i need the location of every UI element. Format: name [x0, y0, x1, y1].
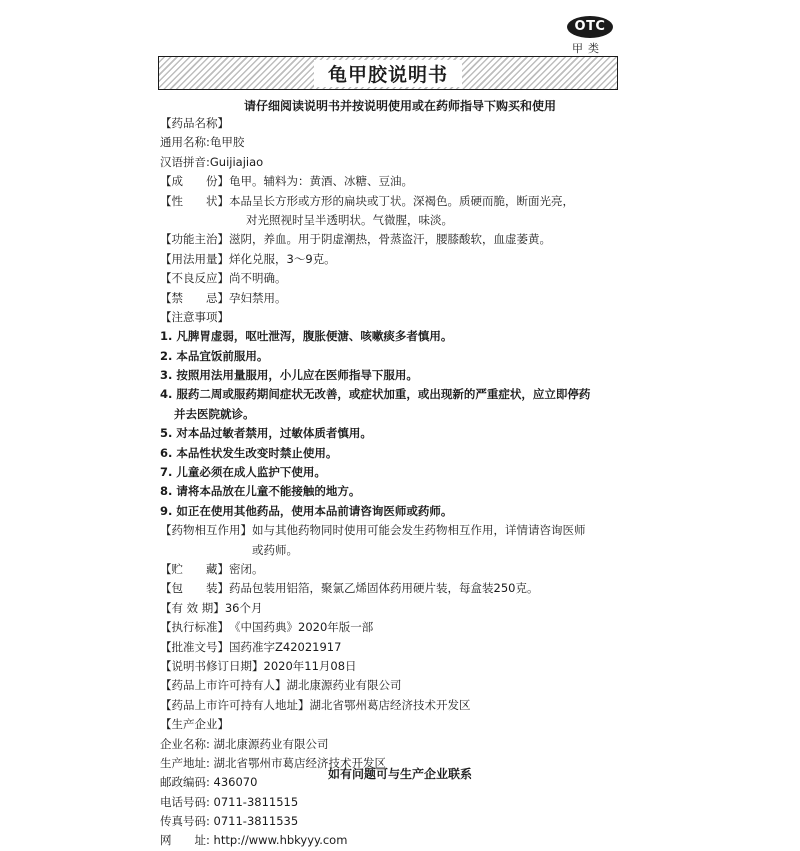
revision-date-row: 【说明书修订日期】2020年11月08日: [160, 658, 357, 673]
manufacturer-row: 传真号码: 0711-3811535: [160, 814, 299, 829]
manufacturer-row: 网 址: http://www.hbkyyy.com: [160, 833, 348, 848]
adverse-reactions-row: 【不良反应】尚不明确。: [160, 271, 287, 286]
precaution-item: 9. 如正在使用其他药品，使用本品前请咨询医师或药师。: [160, 503, 453, 518]
manufacturer-heading: 【生产企业】: [160, 717, 229, 732]
mah-row: 【药品上市许可持有人】湖北康源药业有限公司: [160, 678, 402, 693]
precaution-item: 4. 服药二周或服药期间症状无改善，或症状加重，或出现新的严重症状，应立即停药: [160, 387, 591, 402]
manufacturer-row: 电话号码: 0711-3811515: [160, 794, 299, 809]
approval-number-row: 【批准文号】国药准字Z42021917: [160, 639, 342, 654]
generic-name-row: 通用名称:龟甲胶: [160, 135, 245, 150]
drug-name-heading: 【药品名称】: [160, 116, 229, 130]
otc-category-label: 甲类: [572, 42, 604, 55]
document-title: 龟甲胶说明书: [314, 60, 462, 87]
otc-badge: OTC: [567, 16, 613, 38]
storage-row: 【贮 藏】密闭。: [160, 561, 264, 576]
packaging-row: 【包 装】药品包装用铝箔，聚氯乙烯固体药用硬片装，每盒装250克。: [160, 581, 539, 596]
properties-row: 【性 状】本品呈长方形或方形的扁块或丁状。深褐色。质硬而脆，断面光亮，: [160, 193, 574, 208]
precaution-item: 8. 请将本品放在儿童不能接触的地方。: [160, 484, 361, 499]
dosage-row: 【用法用量】烊化兑服，3～9克。: [160, 251, 336, 266]
contact-footer: 如有问题可与生产企业联系: [327, 767, 472, 781]
precaution-item: 1. 凡脾胃虚弱，呕吐泄泻，腹胀便溏、咳嗽痰多者慎用。: [160, 329, 453, 344]
ingredients-row: 【成 份】龟甲。辅料为：黄酒、冰糖、豆油。: [160, 174, 413, 189]
contraindications-row: 【禁 忌】孕妇禁用。: [160, 290, 287, 305]
precaution-item-continued: 并去医院就诊。: [174, 406, 255, 421]
validity-row: 【有 效 期】36个月: [160, 600, 263, 615]
title-banner: [158, 56, 618, 90]
properties-row-continued: 对光照视时呈半透明状。气微腥，味淡。: [246, 212, 453, 227]
manufacturer-row: 生产地址: 湖北省鄂州市葛店经济技术开发区: [160, 755, 387, 770]
precaution-item: 7. 儿童必须在成人监护下使用。: [160, 465, 326, 480]
reading-notice: 请仔细阅读说明书并按说明使用或在药师指导下购买和使用: [243, 99, 556, 113]
precaution-item: 6. 本品性状发生改变时禁止使用。: [160, 445, 338, 460]
mah-address-row: 【药品上市许可持有人地址】湖北省鄂州葛店经济技术开发区: [160, 697, 471, 712]
interactions-row-continued: 或药师。: [252, 542, 298, 557]
manufacturer-row: 企业名称: 湖北康源药业有限公司: [160, 736, 329, 751]
leaflet-body: [160, 114, 650, 851]
manufacturer-row: 邮政编码: 436070: [160, 775, 258, 790]
standard-row: 【执行标准】《中国药典》2020年版一部: [160, 620, 374, 635]
precaution-item: 3. 按照用法用量服用，小儿应在医师指导下服用。: [160, 368, 418, 383]
pinyin-name-row: 汉语拼音:Guijiajiao: [160, 154, 264, 169]
precaution-item: 5. 对本品过敏者禁用，过敏体质者慎用。: [160, 426, 372, 441]
interactions-row: 【药物相互作用】如与其他药物同时使用可能会发生药物相互作用，详情请咨询医师: [160, 523, 586, 538]
precautions-heading: 【注意事项】: [160, 309, 229, 324]
indications-row: 【功能主治】滋阴，养血。用于阴虚潮热，骨蒸盗汗，腰膝酸软，血虚萎黄。: [160, 232, 551, 247]
precaution-item: 2. 本品宜饭前服用。: [160, 348, 269, 363]
